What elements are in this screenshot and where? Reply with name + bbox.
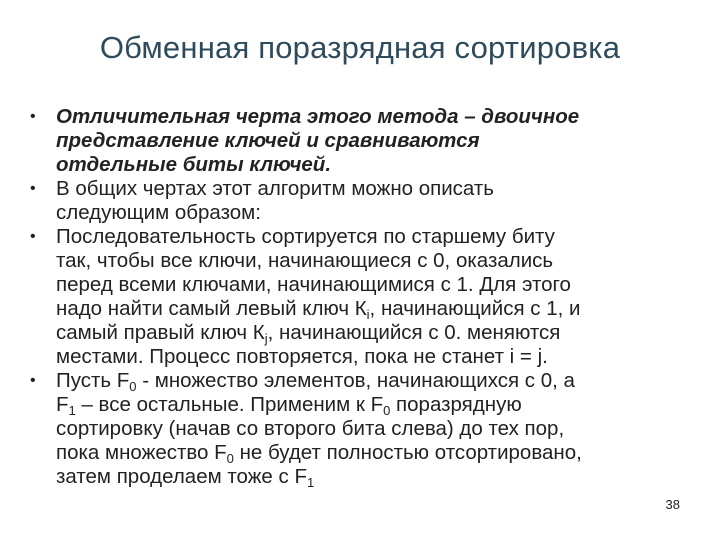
bullet-line — [56, 465, 680, 489]
bullet-line-text: поразрядную — [390, 393, 522, 416]
subscript: 1 — [307, 475, 315, 490]
page-number: 38 — [665, 497, 680, 512]
bullet-line: В общих чертах этот алгоритм можно описать — [56, 177, 494, 200]
bullet-line: следующим образом: — [56, 201, 261, 224]
bullet-text — [56, 225, 680, 369]
bullet-text — [56, 105, 680, 177]
bullet-line-text: – все остальные. Применим к F — [75, 393, 384, 416]
bullet-line-text: не будет полностью отсортировано, — [233, 441, 582, 464]
bullet-line: отдельные биты ключей. — [56, 153, 332, 176]
bullet-item — [30, 225, 680, 369]
bullet-line — [56, 321, 680, 345]
bullet-line-text: самый правый ключ К — [56, 321, 265, 344]
bullet-line: так, чтобы все ключи, начинающиеся с 0, оказались — [56, 249, 554, 272]
bullet-line: сортировку (начав со второго бита слева) до тех пор, — [56, 417, 565, 440]
slide-title: Обменная поразрядная сортировка — [99, 30, 621, 65]
bullet-dot-icon: • — [30, 180, 36, 197]
bullet-line-text: затем проделаем тоже с F — [56, 465, 307, 488]
bullet-line-text: надо найти самый левый ключ К — [56, 297, 367, 320]
bullet-line-text: пока множество F — [56, 441, 227, 464]
subscript: j — [264, 331, 268, 346]
bullet-line — [56, 297, 680, 321]
subscript: 1 — [68, 403, 76, 418]
bullet-dot-icon: • — [30, 108, 36, 125]
bullet-line: местами. Процесс повторяется, пока не станет i = j. — [56, 345, 548, 368]
bullet-text — [56, 177, 680, 225]
bullet-line: Последовательность сортируется по старшему биту — [56, 225, 555, 248]
bullet-line: Отличительная черта этого метода – двоичное — [56, 105, 580, 128]
subscript: 0 — [226, 451, 234, 466]
subscript: i — [366, 307, 370, 322]
bullet-item — [30, 177, 680, 225]
bullet-line — [56, 369, 680, 393]
subscript: 0 — [129, 379, 137, 394]
bullet-line: перед всеми ключами, начинающимися с 1. Для этого — [56, 273, 571, 296]
bullet-line: представление ключей и сравниваются — [56, 129, 480, 152]
bullet-text — [56, 369, 680, 489]
bullet-dot-icon: • — [30, 228, 36, 245]
bullet-item — [30, 369, 680, 489]
bullet-line-text: Пусть F — [56, 369, 130, 392]
bullet-list — [30, 105, 680, 489]
bullet-line-text: - множество элементов, начинающихся с 0, а — [136, 369, 575, 392]
bullet-line — [56, 393, 680, 417]
bullet-line-text: , начинающийся с 1, и — [369, 297, 581, 320]
bullet-line-text: F — [56, 393, 69, 416]
bullet-dot-icon: • — [30, 372, 36, 389]
bullet-line-text: , начинающийся с 0. меняются — [267, 321, 561, 344]
bullet-item — [30, 105, 680, 177]
subscript: 0 — [383, 403, 391, 418]
bullet-line — [56, 441, 680, 465]
